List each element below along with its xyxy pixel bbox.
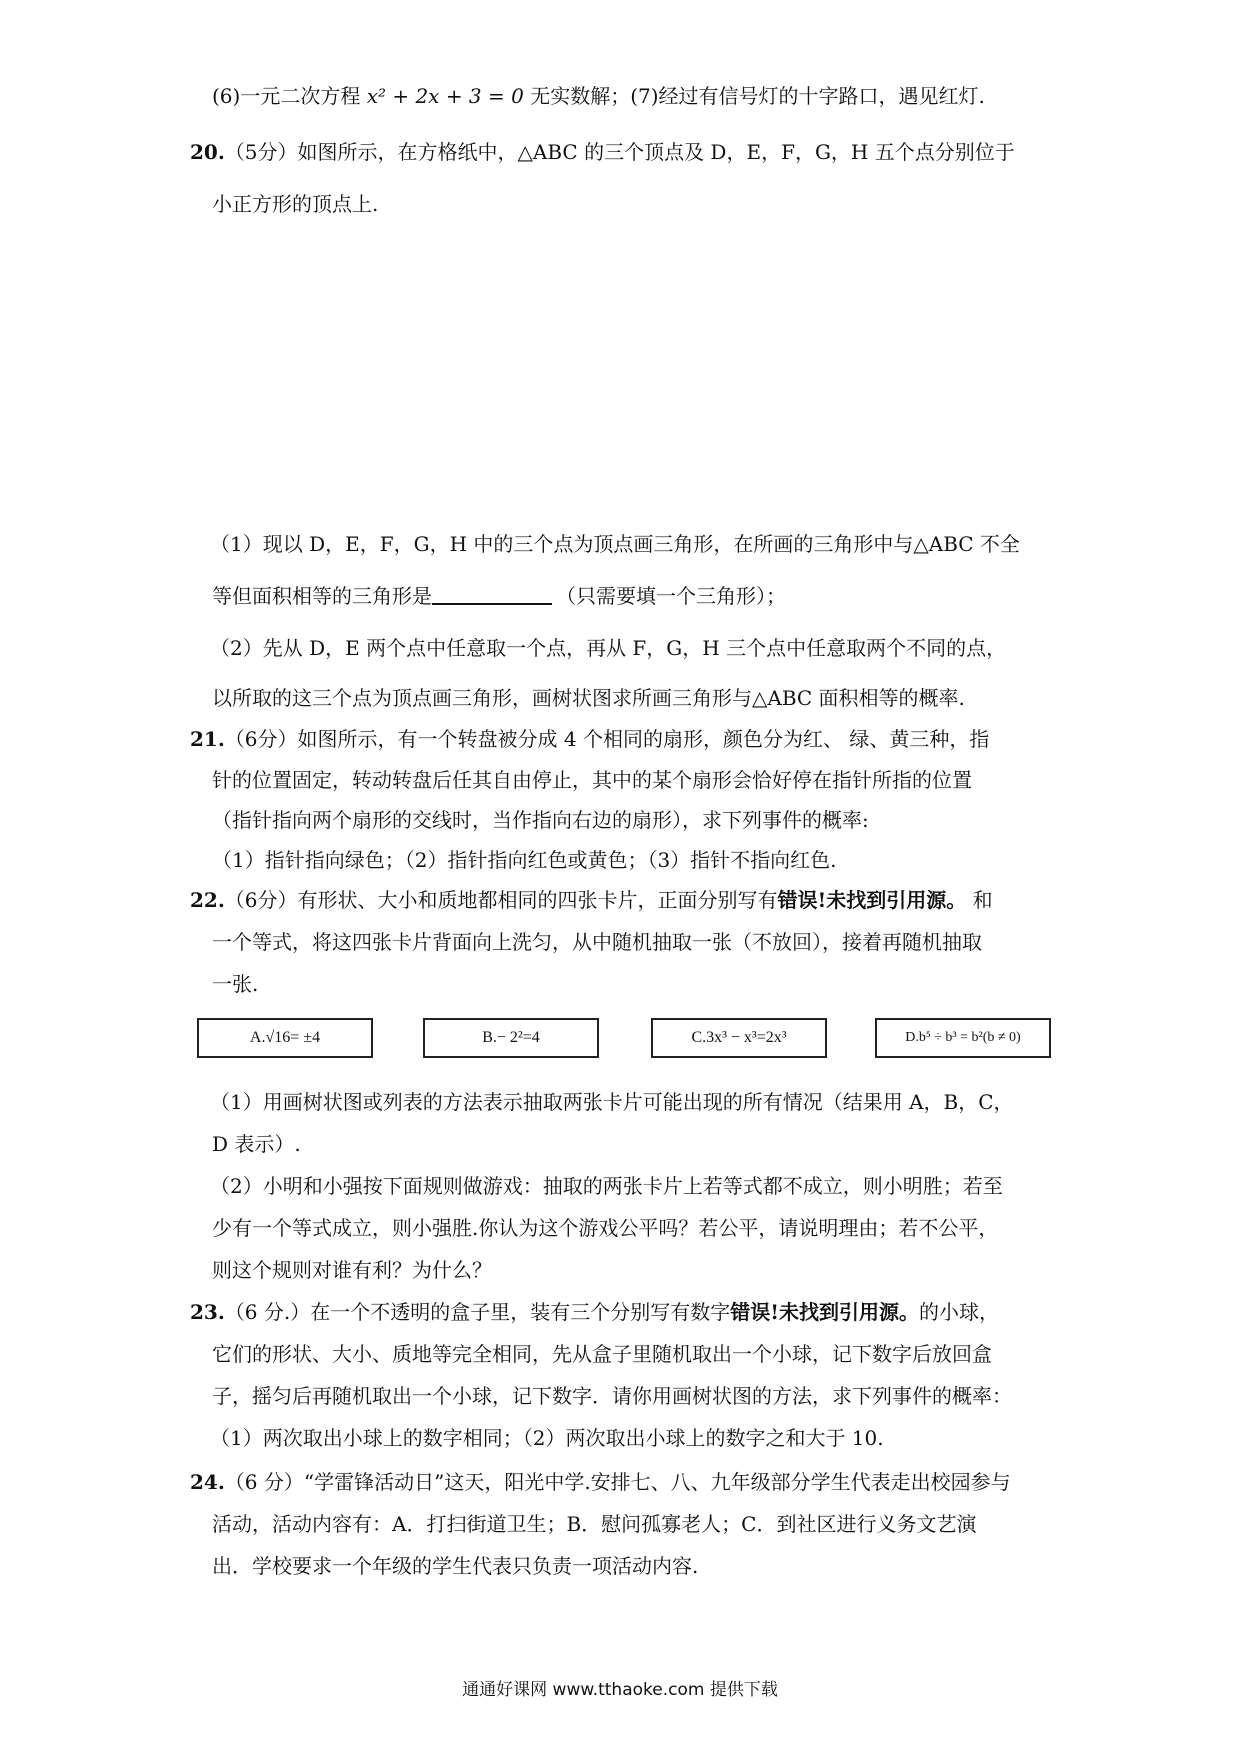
- q21-line1: [190, 725, 989, 753]
- q23-line2: 它们的形状、大小、质地等完全相同，先从盒子里随机取出一个小球，记下数字后放回盒: [212, 1342, 992, 1366]
- q23-line4: （1）两次取出小球上的数字相同；（2）两次取出小球上的数字之和大于 10.: [210, 1426, 884, 1450]
- q22-line2: 一个等式，将这四张卡片背面向上洗匀，从中随机抽取一张（不放回），接着再随机抽取: [212, 930, 982, 954]
- q22-number: 22.: [190, 888, 225, 912]
- q23-stem-1: （6 分.）在一个不透明的盒子里，装有三个分别写有数字: [224, 1300, 731, 1324]
- q19-text-b: 无实数解；(7)经过有信号灯的十字路口，遇见红灯.: [523, 84, 985, 108]
- q22-part1-line2: D 表示）.: [212, 1132, 301, 1156]
- q22-part2-line1: （2）小明和小强按下面规则做游戏：抽取的两张卡片上若等式都不成立，则小明胜；若至: [210, 1174, 1003, 1198]
- q21-line4: （1）指针指向绿色；（2）指针指向红色或黄色；（3）指针不指向红色.: [212, 848, 837, 872]
- q20-number: 20.: [190, 140, 225, 164]
- q20-part1-line1: （1）现以 D，E，F，G，H 中的三个点为顶点画三角形，在所画的三角形中与△ABC 不全: [210, 532, 1020, 556]
- q20-figure-area: [190, 220, 1050, 520]
- q20-line1: [190, 138, 1015, 166]
- q23-number: 23.: [190, 1300, 225, 1324]
- card-a: A.√16= ±4: [197, 1018, 373, 1058]
- q24-stem-1: （6 分）“学雷锋活动日”这天，阳光中学.安排七、八、九年级部分学生代表走出校园参与: [224, 1470, 1011, 1494]
- reference-error-text: 错误!未找到引用源。: [777, 888, 967, 912]
- q21-stem-1: （6分）如图所示，有一个转盘被分成 4 个相同的扇形，颜色分为红、 绿、黄三种，指: [224, 727, 990, 751]
- q20-stem-1: （5分）如图所示，在方格纸中，△ABC 的三个顶点及 D，E，F，G，H 五个点分别位于: [224, 140, 1015, 164]
- card-c: C.3x³ − x³=2x³: [651, 1018, 827, 1058]
- q20-part1-text: 等但面积相等的三角形是: [212, 584, 432, 608]
- q22-part2-line3: 则这个规则对谁有利？为什么？: [212, 1258, 492, 1282]
- q21-line2: 针的位置固定，转动转盘后任其自由停止，其中的某个扇形会恰好停在指针所指的位置: [212, 768, 972, 792]
- q22-part2-line2: 少有一个等式成立，则小强胜.你认为这个游戏公平吗？若公平，请说明理由；若不公平，: [212, 1216, 999, 1240]
- q23-stem-1c: 的小球，: [919, 1300, 1000, 1324]
- q22-line3: 一张.: [212, 972, 259, 996]
- q19-text-a: (6)一元二次方程: [212, 84, 367, 108]
- q19-equation: x² + 2x + 3 = 0: [366, 84, 524, 108]
- card-d: D.b⁵ ÷ b³ = b²(b ≠ 0): [875, 1018, 1051, 1058]
- q20-part1-line2: [212, 582, 786, 610]
- q24-line3: 出．学校要求一个年级的学生代表只负责一项活动内容.: [212, 1554, 699, 1578]
- q23-line3: 子，摇匀后再随机取出一个小球，记下数字．请你用画树状图的方法，求下列事件的概率：: [212, 1384, 1012, 1408]
- q21-number: 21.: [190, 727, 225, 751]
- q23-line1: [190, 1298, 999, 1326]
- footer-source: 通通好课网 www.tthaoke.com 提供下载: [462, 1680, 778, 1700]
- q19-tail-line: [212, 82, 985, 110]
- q20-part2-line1: （2）先从 D，E 两个点中任意取一个点，再从 F，G，H 三个点中任意取两个不同的点，: [210, 636, 1007, 660]
- q22-stem-1: （6分）有形状、大小和质地都相同的四张卡片，正面分别写有: [224, 888, 778, 912]
- q20-part2-line2: 以所取的这三个点为顶点画三角形，画树状图求所画三角形与△ABC 面积相等的概率.: [212, 686, 965, 710]
- q24-line1: [190, 1468, 1011, 1496]
- card-b: B.− 2²=4: [423, 1018, 599, 1058]
- q24-line2: 活动，活动内容有：A．打扫街道卫生；B．慰问孤寡老人；C．到社区进行义务文艺演: [212, 1512, 977, 1536]
- q22-stem-1c: 和: [966, 888, 993, 912]
- q22-part1-line1: （1）用画树状图或列表的方法表示抽取两张卡片可能出现的所有情况（结果用 A，B，C，: [210, 1090, 1014, 1114]
- reference-error-text: 错误!未找到引用源。: [730, 1300, 920, 1324]
- q21-line3: （指针指向两个扇形的交线时，当作指向右边的扇形），求下列事件的概率:: [212, 808, 869, 832]
- q22-line1: [190, 886, 993, 914]
- answer-blank[interactable]: [432, 583, 552, 605]
- q20-line2: 小正方形的顶点上.: [212, 192, 379, 216]
- q20-part1-note: （只需要填一个三角形）；: [556, 584, 786, 608]
- q24-number: 24.: [190, 1470, 225, 1494]
